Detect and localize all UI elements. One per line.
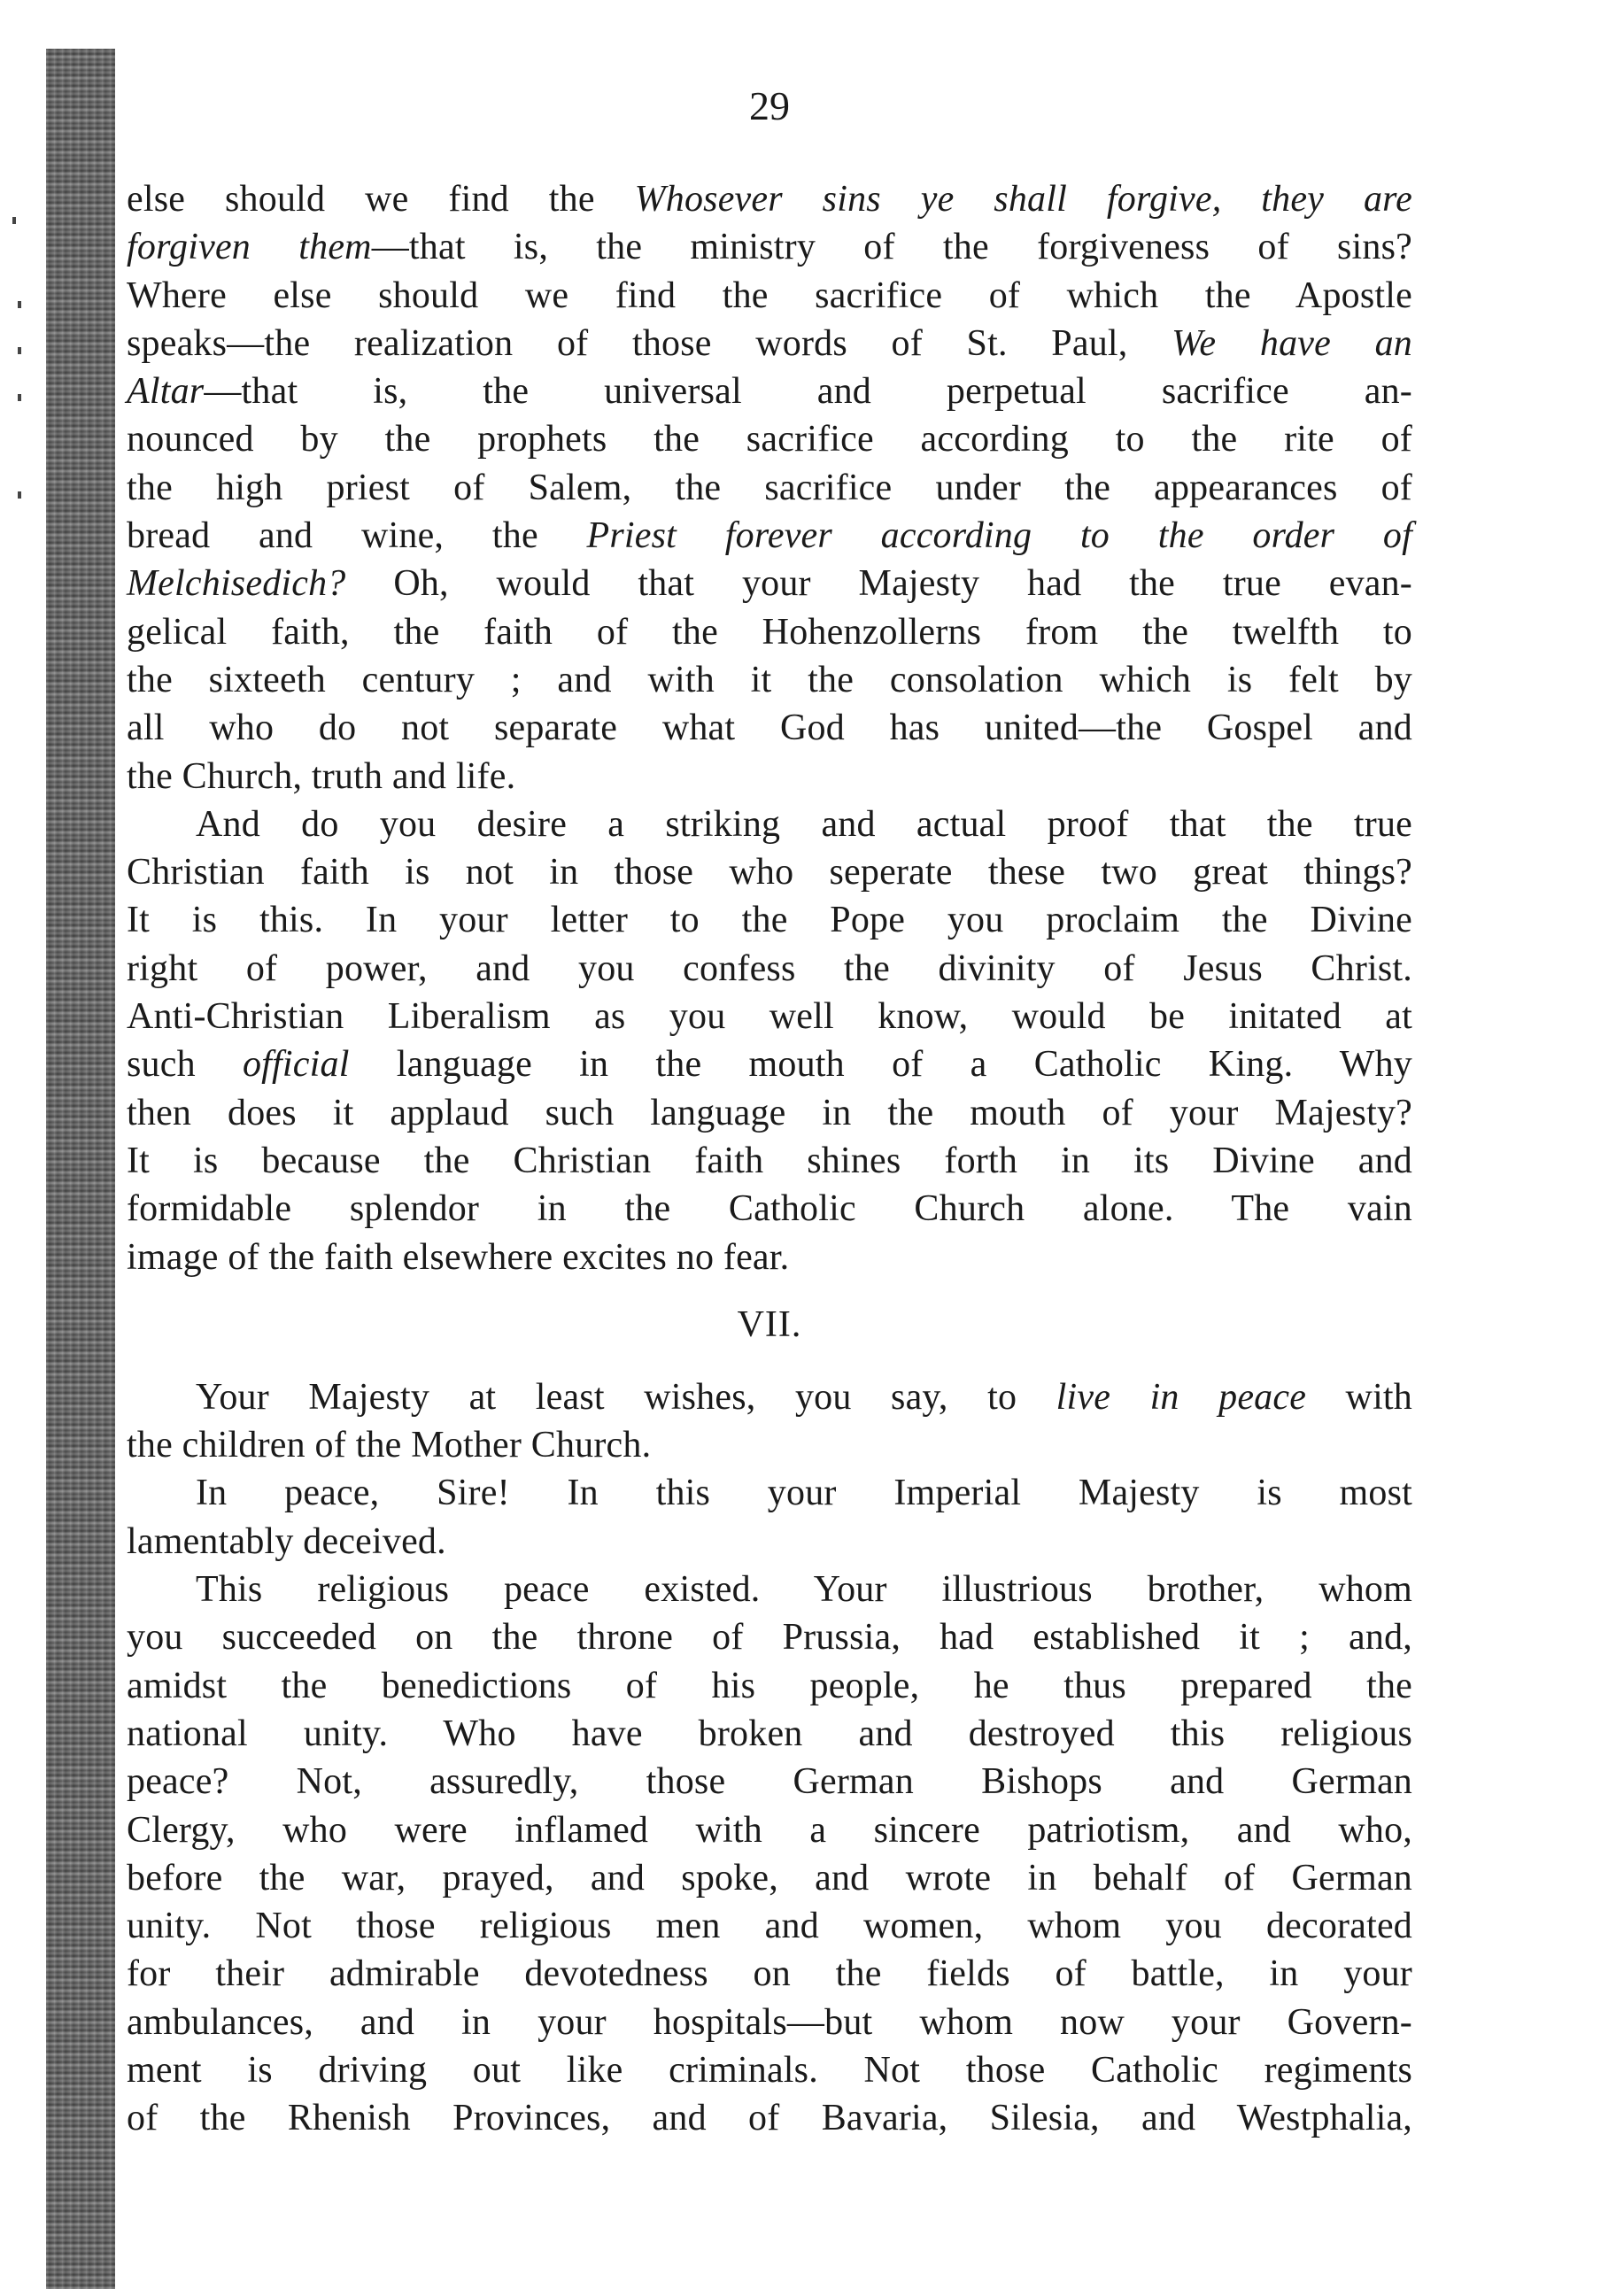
text-line [127,2094,1412,2142]
text-line [127,1999,1412,2046]
text-run: with [1306,1376,1413,1418]
text-line [127,272,1412,320]
text-run: the children of the Mother Church. [127,1425,652,1466]
text-line [127,1566,1412,1613]
text-run: else should we find the [127,179,635,220]
text-run: right of power, and you confess the divinity of Jesus Christ. [127,947,1412,989]
text-line [127,1518,1412,1566]
text-line [127,993,1412,1040]
italic-text: Whosever sins ye shall forgive, they are [634,179,1412,220]
text-run: the high priest of Salem, the sacrifice under the appearances of [127,467,1412,508]
section-heading: VII. [737,1303,802,1345]
text-run: This religious peace existed. Your illustrious brother, whom [196,1569,1412,1611]
text-run: ambulances, and in your hospitals—but whom now your Govern- [127,2001,1412,2043]
text-line [127,367,1412,415]
paragraph-4 [127,1469,1412,1566]
text-run: lamentably deceived. [127,1520,446,1562]
text-line [127,1185,1412,1233]
text-run: —that is, the ministry of the forgiveness of sins? [371,227,1412,268]
text-run: language in the mouth of a Catholic King. Why [349,1044,1412,1086]
text-run: speaks—the realization of those words of St. Paul, [127,322,1172,364]
text-run: Oh, would that your Majesty had the true evan- [345,563,1412,605]
italic-text: We have an [1172,322,1412,364]
text-run: amidst the benedictions of his people, he thus prepared the [127,1665,1412,1706]
text-run: the sixteeth century ; and with it the consolation which is felt by [127,659,1412,700]
italic-text: official [242,1044,350,1086]
paragraph-2 [127,800,1412,1281]
paragraph-3 [127,1373,1412,1470]
text-line [127,704,1412,752]
text-run: gelical faith, the faith of the Hohenzollerns from the twelfth to [127,611,1412,653]
text-run: then does it applaud such language in the mouth of your Majesty? [127,1092,1412,1133]
text-line [127,945,1412,993]
text-line [127,800,1412,848]
text-line [127,320,1412,367]
text-run: In peace, Sire! In this your Imperial Majesty is most [196,1473,1412,1514]
text-line [127,896,1412,944]
text-run: It is because the Christian faith shines forth in its Divine and [127,1140,1412,1181]
paragraph-1 [127,175,1412,800]
text-line [127,1233,1412,1281]
text-run: peace? Not, assuredly, those German Bishops and German [127,1761,1412,1803]
text-line [127,1758,1412,1806]
italic-text: live in peace [1056,1376,1307,1418]
text-line [127,560,1412,607]
italic-text: Priest forever according to the order of [586,515,1412,557]
text-run: Anti-Christian Liberalism as you well know, would be initated at [127,996,1412,1038]
text-run: Clergy, who were inflamed with a sincere patriotism, and who, [127,1809,1412,1851]
text-run: unity. Not those religious men and women, whom you decorated [127,1906,1412,1947]
book-binding-edge [46,49,115,2289]
text-line [127,1421,1412,1469]
text-run: national unity. Who have broken and destroyed this religious [127,1713,1412,1754]
text-line [127,1613,1412,1661]
text-run: before the war, prayed, and spoke, and wrote in behalf of German [127,1857,1412,1898]
text-run: of the Rhenish Provinces, and of Bavaria, Silesia, and Westphalia, [127,2098,1412,2139]
text-run: ment is driving out like criminals. Not those Catholic regiments [127,2049,1412,2091]
text-line [127,753,1412,800]
text-run: for their admirable devotedness on the fields of battle, in your [127,1953,1412,1995]
text-run: you succeeded on the throne of Prussia, had established it ; and, [127,1617,1412,1659]
text-line [127,1950,1412,1998]
text-run: the Church, truth and life. [127,755,516,797]
text-run: Your Majesty at least wishes, you say, to [196,1376,1056,1418]
text-line [127,1137,1412,1185]
text-line [127,415,1412,463]
text-run: nounced by the prophets the sacrifice according to the rite of [127,419,1412,460]
italic-text: Melchisedich? [127,563,346,605]
text-line [127,1373,1412,1421]
text-line [127,1089,1412,1137]
text-line [127,608,1412,656]
italic-text: Altar [127,371,205,413]
page-number: 29 [749,83,790,128]
text-line [127,1040,1412,1088]
text-run: formidable splendor in the Catholic Church alone. The vain [127,1188,1412,1230]
margin-marks [0,0,44,885]
text-line [127,1469,1412,1517]
text-line [127,656,1412,704]
text-line [127,1710,1412,1758]
text-run: —that is, the universal and perpetual sacrifice an- [204,371,1412,413]
text-run: Christian faith is not in those who seperate these two great things? [127,852,1412,893]
text-run: Where else should we find the sacrifice of which the Apostle [127,275,1412,316]
text-run: And do you desire a striking and actual proof that the true [196,803,1412,845]
text-run: such [127,1044,243,1086]
text-line [127,1662,1412,1710]
text-line [127,1902,1412,1950]
text-line [127,512,1412,560]
text-run: bread and wine, the [127,515,587,557]
text-run: It is this. In your letter to the Pope you proclaim the Divine [127,900,1412,941]
text-run: image of the faith elsewhere excites no fear. [127,1236,790,1278]
text-run: all who do not separate what God has united—the Gospel and [127,708,1412,749]
book-page [127,80,1412,2143]
paragraph-5 [127,1566,1412,2143]
text-line [127,1806,1412,1854]
text-line [127,2046,1412,2094]
text-line [127,223,1412,271]
italic-text: forgiven them [127,227,372,268]
text-line [127,464,1412,512]
text-line [127,175,1412,223]
text-line [127,1854,1412,1902]
text-line [127,848,1412,896]
